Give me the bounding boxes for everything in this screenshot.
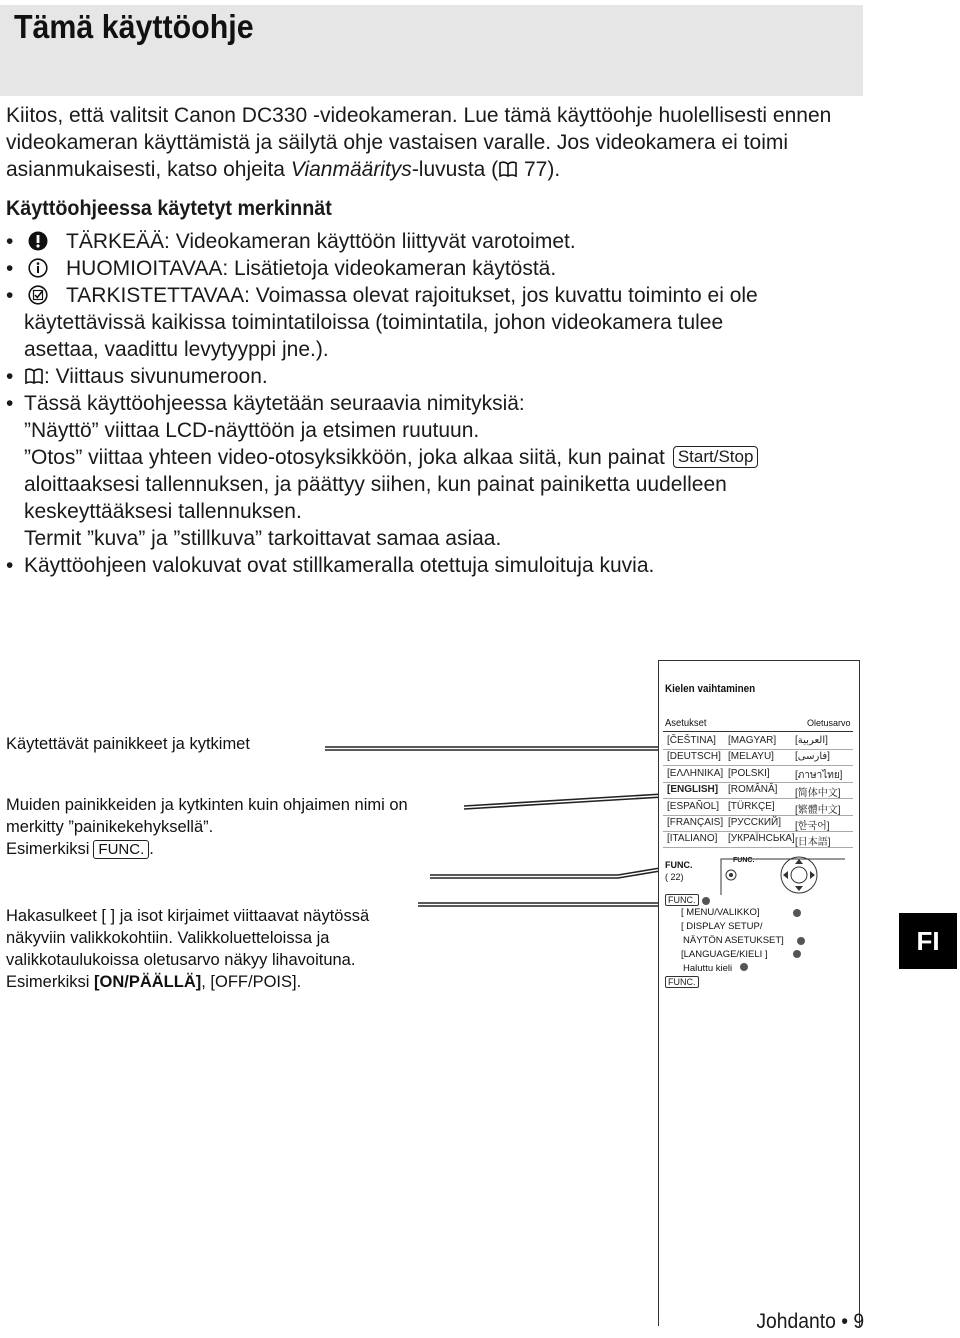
term-line: aloittaaksesi tallennuksen, ja päättyy siihen, kun painat painiketta uudelleen	[24, 473, 727, 496]
step-func-key: FUNC.	[665, 894, 699, 906]
list-item: • Käyttöohjeen valokuvat ovat stillkameralla otettuja simuloituja kuvia.	[6, 554, 655, 577]
step-display-1: [ DISPLAY SETUP/	[681, 921, 763, 932]
list-item: • Tässä käyttöohjeessa käytetään seuraavia nimityksiä:	[6, 392, 525, 415]
page-title: Tämä käyttöohje	[14, 8, 254, 45]
term-line: keskeyttääksesi tallennuksen.	[24, 500, 302, 523]
step-display-2: NÄYTÖN ASETUKSET]	[683, 935, 784, 946]
language-option: [FRANÇAIS]	[667, 817, 724, 828]
term-line: Termit ”kuva” ja ”stillkuva” tarkoittavat samaa asiaa.	[24, 527, 502, 550]
language-option: [POLSKI]	[728, 767, 770, 779]
language-option: [DEUTSCH]	[667, 751, 721, 763]
language-option: [ภาษาไทย]	[795, 769, 843, 781]
step-language: [LANGUAGE/KIELI ]	[681, 949, 768, 960]
language-option: [ITALIANO]	[667, 833, 718, 845]
symbols-heading: Käyttöohjeessa käytetyt merkinnät	[6, 197, 332, 220]
list-item-continuation: asettaa, vaadittu levytyyppi jne.).	[24, 338, 329, 361]
callout-buttons: Käytettävät painikkeet ja kytkimet	[6, 735, 250, 753]
diagram-func-label: FUNC.	[665, 860, 693, 870]
step-func-end: FUNC.	[665, 976, 699, 988]
list-item: • : Viittaus sivunumeroon.	[6, 365, 268, 388]
step-desired: Haluttu kieli	[683, 963, 733, 974]
language-option: [العربية]	[795, 735, 828, 746]
diagram-func-ref: ( 22)	[665, 872, 684, 882]
list-item: • TARKISTETTAVAA: Voimassa olevat rajoitukset, jos kuvattu toiminto ei ole	[6, 284, 758, 307]
language-option: [فارسی]	[795, 751, 830, 763]
step-menu: [ MENU/VALIKKO]	[681, 907, 760, 918]
terms-intro: Tässä käyttöohjeessa käytetään seuraavia nimityksiä:	[24, 392, 525, 415]
language-tab: FI	[899, 913, 957, 969]
language-option: [日本語]	[795, 837, 831, 849]
func-key: FUNC.	[93, 840, 149, 859]
language-option: [MELAYU]	[728, 751, 774, 763]
intro-italic: Vianmääritys	[290, 158, 412, 181]
list-item: • TÄRKEÄÄ: Videokameran käyttöön liittyvät varotoimet.	[6, 230, 576, 253]
language-option: [한국어]	[795, 821, 830, 832]
language-option: [MAGYAR]	[728, 735, 777, 746]
callout-brackets: Hakasulkeet [ ] ja isot kirjaimet viittaavat näytössä näkyviin valikkokohtiin. Valikkoluetteloissa ja valikkotaulukoissa oletusarvo näkyy lihavoituna. Esimerkiksi [ON/PÄÄLLÄ], [OFF/POIS].	[6, 907, 370, 991]
language-option: [УКРАЇНСЬКА]	[728, 833, 795, 845]
diagram-col-default: Oletusarvo	[807, 718, 851, 728]
list-item-continuation: käytettävissä kaikissa toimintatiloissa (toimintatila, johon videokamera tulee	[24, 311, 724, 334]
start-stop-key: Start/Stop	[673, 446, 759, 468]
page-footer: Johdanto • 9	[756, 1310, 864, 1333]
check-text-1: TARKISTETTAVAA: Voimassa olevat rajoitukset, jos kuvattu toiminto ei ole	[66, 284, 758, 307]
language-option: [ENGLISH]	[667, 784, 719, 796]
notes-text: HUOMIOITAVAA: Lisätietoja videokameran käytöstä.	[66, 257, 557, 280]
page-ref-text: : Viittaus sivunumeroon.	[44, 365, 268, 388]
language-option: [ROMÂNĂ]	[728, 784, 778, 796]
language-option: [TÜRKÇE]	[728, 800, 775, 812]
language-option: [ESPAÑOL]	[667, 800, 720, 812]
callout-other-buttons: Muiden painikkeiden ja kytkinten kuin ohjaimen nimi on merkitty ”painikekehyksellä”. Esimerkiksi FUNC. .	[6, 796, 408, 858]
diagram-heading: Kielen vaihtaminen	[665, 683, 756, 695]
sample-page-diagram	[658, 660, 860, 1326]
intro-text-2: -luvusta (	[411, 158, 499, 181]
controller-func-label: FUNC.	[733, 857, 755, 864]
term-line: ”Otos” viittaa yhteen video-otosyksikköön, joka alkaa siitä, kun painat Start/Stop	[6, 444, 866, 471]
important-text: TÄRKEÄÄ: Videokameran käyttöön liittyvät varotoimet.	[66, 230, 576, 253]
language-option: [ČEŠTINA]	[667, 735, 716, 746]
photos-note: Käyttöohjeen valokuvat ovat stillkameralla otettuja simuloituja kuvia.	[24, 554, 655, 577]
language-option: [繁體中文]	[795, 804, 841, 816]
list-item: • HUOMIOITAVAA: Lisätietoja videokameran käytöstä.	[6, 257, 557, 280]
intro-text: Kiitos, että valitsit Canon DC330 -videokameran. Lue tämä käyttöohje huolellisesti ennen videokameran käyttämistä ja säilytä ohje vastaisen varalle. Jos videokamera ei toimi asianmukaisesti, katso ohjeita	[6, 104, 832, 181]
intro-page-ref: 77).	[518, 158, 561, 181]
language-option: [简体中文]	[795, 788, 841, 800]
term-line: ”Näyttö” viittaa LCD-näyttöön ja etsimen ruutuun.	[24, 419, 480, 442]
language-option: [ΕΛΛΗΝΙΚΑ]	[667, 767, 724, 779]
step-arrows	[659, 891, 859, 981]
diagram-col-header: Asetukset	[665, 717, 707, 729]
language-option: [РУССКИЙ]	[728, 817, 782, 828]
